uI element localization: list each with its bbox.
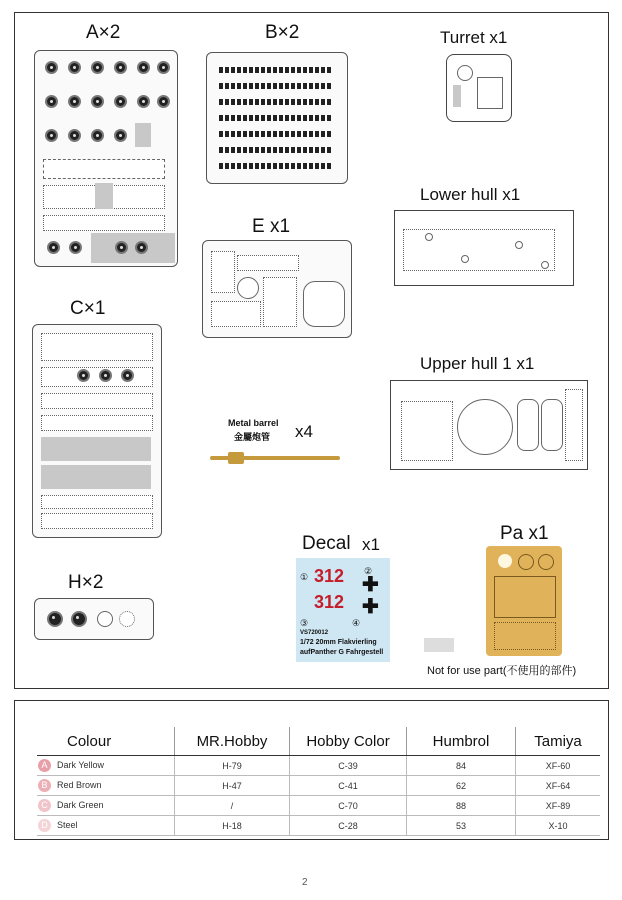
colour-table xyxy=(37,727,600,836)
table-row xyxy=(37,816,600,836)
metal-barrel-qty: x4 xyxy=(295,422,313,441)
sprue-a-label: A×2 xyxy=(86,22,121,43)
metal-barrel-muzzle xyxy=(228,452,244,464)
colour-name: Dark Yellow xyxy=(57,759,105,770)
tamiya-code: XF-60 xyxy=(516,756,601,776)
table-row xyxy=(37,796,600,816)
not-for-use-label: Not for use part(不使用的部件) xyxy=(427,665,577,677)
sprue-a xyxy=(34,50,178,267)
table-row xyxy=(37,776,600,796)
sprue-b xyxy=(206,52,348,184)
hobby-code: C-70 xyxy=(290,796,407,816)
photo-etch-fret xyxy=(486,546,562,656)
header-tamiya: Tamiya xyxy=(516,727,601,756)
header-mrhobby: MR.Hobby xyxy=(175,727,290,756)
metal-barrel-label: Metal barrel xyxy=(228,418,279,428)
decal-marking-1: 312 xyxy=(314,566,345,586)
upper-hull-label: Upper hull 1 x1 xyxy=(420,354,535,373)
mrhobby-code: H-79 xyxy=(175,756,290,776)
colour-key-badge: C xyxy=(38,799,51,812)
page-number: 2 xyxy=(302,877,308,888)
hobby-code: C-28 xyxy=(290,816,407,836)
sprue-c xyxy=(32,324,162,538)
colour-key-badge: D xyxy=(38,819,51,832)
humbrol-code: 84 xyxy=(407,756,516,776)
sprue-h xyxy=(34,598,154,640)
tamiya-code: XF-89 xyxy=(516,796,601,816)
hobby-code: C-41 xyxy=(290,776,407,796)
sprue-h-label: H×2 xyxy=(68,572,104,593)
colour-name: Steel xyxy=(57,819,78,830)
decal-number-2: ② xyxy=(364,566,373,576)
balkenkreuz-icon: ✚ xyxy=(362,596,379,618)
decal-number-1: ① xyxy=(300,572,309,582)
decal-sheet xyxy=(296,558,390,662)
hobby-code: C-39 xyxy=(290,756,407,776)
sprue-e-label: E x1 xyxy=(252,216,291,237)
decal-title-line1: 1/72 20mm Flakvierling xyxy=(300,639,377,646)
colour-name: Red Brown xyxy=(57,779,102,790)
colour-key-badge: B xyxy=(38,779,51,792)
humbrol-code: 62 xyxy=(407,776,516,796)
balkenkreuz-icon: ✚ xyxy=(362,574,379,596)
decal-marking-2: 312 xyxy=(314,592,345,612)
sprue-c-label: C×1 xyxy=(70,298,106,319)
pa-label: Pa x1 xyxy=(500,523,549,544)
turret-label: Turret x1 xyxy=(440,28,508,47)
decal-qty: x1 xyxy=(362,535,380,554)
not-for-use-part xyxy=(424,638,454,652)
header-hobby: Hobby Color xyxy=(290,727,407,756)
decal-number-4: ④ xyxy=(352,618,361,628)
humbrol-code: 88 xyxy=(407,796,516,816)
colour-name: Dark Green xyxy=(57,799,104,810)
tamiya-code: X-10 xyxy=(516,816,601,836)
upper-hull-part xyxy=(390,380,588,470)
humbrol-code: 53 xyxy=(407,816,516,836)
mrhobby-code: / xyxy=(175,796,290,816)
sprue-b-label: B×2 xyxy=(265,22,300,43)
decal-code: VS720012 xyxy=(300,630,329,636)
sprue-e xyxy=(202,240,352,338)
colour-key-badge: A xyxy=(38,759,51,772)
header-colour: Colour xyxy=(37,727,175,756)
turret-part xyxy=(446,54,512,122)
table-row xyxy=(37,756,600,776)
lower-hull-label: Lower hull x1 xyxy=(420,185,521,204)
decal-number-3: ③ xyxy=(300,618,309,628)
header-humbrol: Humbrol xyxy=(407,727,516,756)
mrhobby-code: H-47 xyxy=(175,776,290,796)
decal-title-line2: aufPanther G Fahrgestell xyxy=(300,649,384,656)
metal-barrel-cn-label: 金屬炮管 xyxy=(234,432,271,442)
lower-hull-part xyxy=(394,210,574,286)
tamiya-code: XF-64 xyxy=(516,776,601,796)
decal-label: Decal xyxy=(302,533,351,554)
mrhobby-code: H-18 xyxy=(175,816,290,836)
